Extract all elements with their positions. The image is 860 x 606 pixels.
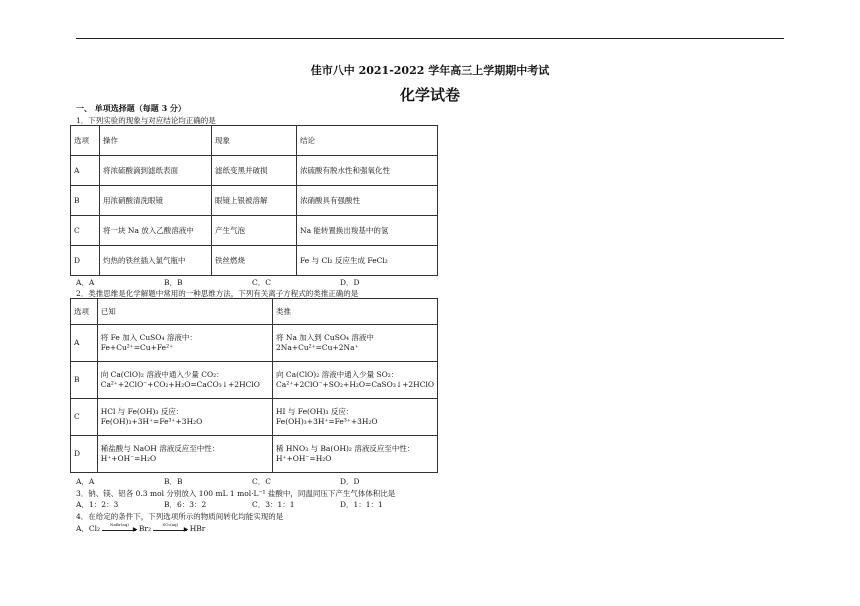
q4-stem: 4．在给定的条件下，下列选项所示的物质间转化均能实现的是 (76, 512, 284, 521)
analog-line-2: Ca²⁺+2ClO⁻+SO₂+H₂O=CaSO₃↓+2HClO (276, 380, 434, 389)
table-row (71, 325, 438, 362)
table-row (71, 399, 438, 436)
cell-phenomenon: 铁丝燃烧 (212, 246, 297, 276)
q4-a-end: HBr (189, 524, 206, 533)
choice-d[interactable]: D．D (340, 477, 360, 486)
choice-a[interactable]: A．A (76, 477, 95, 486)
cell-analog (273, 362, 438, 399)
subject-title: 化学试卷 (399, 86, 460, 104)
col-header: 类推 (273, 299, 438, 325)
cell-known (97, 399, 272, 436)
cell-option: D (71, 246, 100, 276)
cell-phenomenon: 滤纸变黑并破损 (212, 156, 297, 186)
table-row (71, 362, 438, 399)
header-rule (76, 38, 784, 39)
choice-b[interactable]: B．B (164, 278, 183, 287)
col-header: 已知 (97, 299, 272, 325)
choice-b[interactable]: B．B (164, 477, 183, 486)
reaction-arrow-icon: SO₂(aq) ▶ (153, 525, 187, 533)
cell-option: A (71, 156, 100, 186)
cell-operation: 灼热的铁丝插入氯气瓶中 (100, 246, 212, 276)
choice-c[interactable]: C．C (252, 278, 271, 287)
cell-option: C (71, 399, 98, 436)
cell-phenomenon: 眼镜上银被溶解 (212, 186, 297, 216)
table-row (71, 216, 438, 246)
section-heading: 一、 单项选择题（每题 3 分） (76, 103, 186, 113)
cell-analog (273, 399, 438, 436)
choice-a[interactable]: A．A (76, 278, 95, 287)
choice-a[interactable]: A．1：2：3 (76, 500, 119, 509)
known-line-1: 稀盐酸与 NaOH 溶液反应至中性： (100, 444, 220, 453)
choice-c[interactable]: C．C (252, 477, 271, 486)
exam-title: 佳市八中 2021-2022 学年高三上学期期中考试 (310, 64, 550, 77)
col-header: 结论 (297, 126, 438, 156)
cell-known (97, 325, 272, 362)
cell-conclusion: Fe 与 Cl₂ 反应生成 FeCl₂ (297, 246, 438, 276)
table-header-row (71, 126, 438, 156)
choice-d[interactable]: D．1：1：1 (340, 500, 383, 509)
table-header-row (71, 299, 438, 325)
cell-analog (273, 325, 438, 362)
q1-table (70, 125, 438, 276)
cell-known (97, 362, 272, 399)
q2-stem: 2．类推思维是化学解题中常用的一种思维方法，下列有关离子方程式的类推正确的是 (76, 289, 359, 298)
col-header: 选项 (71, 126, 100, 156)
cell-analog (273, 436, 438, 473)
cell-conclusion: 浓硝酸具有强酸性 (297, 186, 438, 216)
cell-option: C (71, 216, 100, 246)
cell-operation: 将浓硫酸滴到滤纸表面 (100, 156, 212, 186)
table-row (71, 436, 438, 473)
known-line-2: Ca²⁺+2ClO⁻+CO₂+H₂O=CaCO₃↓+2HClO (100, 380, 260, 389)
analog-line-1: 将 Na 加入到 CuSO₄ 溶液中 (276, 333, 374, 342)
cell-conclusion: 浓硫酸有脱水性和强氧化性 (297, 156, 438, 186)
cell-conclusion: Na 能转置换出羧基中的氢 (297, 216, 438, 246)
table-row (71, 156, 438, 186)
col-header: 操作 (100, 126, 212, 156)
q2-table (70, 298, 438, 473)
known-line-2: Fe(OH)₃+3H⁺=Fe³⁺+3H₂O (100, 417, 203, 426)
col-header: 现象 (212, 126, 297, 156)
known-line-1: 将 Fe 加入 CuSO₄ 溶液中：Fe+Cu²⁺=Cu+Fe²⁺ (100, 333, 197, 352)
analog-line-2: H⁺+OH⁻=H₂O (276, 454, 332, 463)
q4-a-start: A．Cl₂ (76, 524, 101, 533)
cell-option: B (71, 362, 98, 399)
cell-operation: 将一块 Na 放入乙酸溶液中 (100, 216, 212, 246)
q4-a-middle: Br₂ (138, 524, 151, 533)
analog-line-1: 稀 HNO₃ 与 Ba(OH)₂ 溶液反应至中性： (276, 444, 415, 453)
analog-line-2: 2Na+Cu²⁺=Cu+2Na⁺ (276, 343, 359, 352)
choice-c[interactable]: C．3：1：1 (252, 500, 295, 509)
known-line-1: 向 Ca(ClO)₂ 溶液中通入少量 CO₂： (100, 370, 224, 379)
analog-line-2: Fe(OH)₃+3H⁺=Fe³⁺+3H₂O (276, 417, 378, 426)
known-line-1: HCl 与 Fe(OH)₃ 反应： (100, 407, 184, 416)
table-row (71, 186, 438, 216)
analog-line-1: 向 Ca(ClO)₂ 溶液中通入少量 SO₂： (276, 370, 399, 379)
analog-line-1: HI 与 Fe(OH)₃ 反应： (276, 407, 354, 416)
cell-phenomenon: 产生气泡 (212, 216, 297, 246)
arrow-condition: NaBr(aq) (110, 522, 129, 527)
cell-known (97, 436, 272, 473)
cell-option: B (71, 186, 100, 216)
cell-operation: 用浓硝酸清洗眼镜 (100, 186, 212, 216)
cell-option: D (71, 436, 98, 473)
choice-b[interactable]: B．6：3：2 (164, 500, 207, 509)
arrow-condition: SO₂(aq) (162, 522, 179, 527)
choice-d[interactable]: D．D (340, 278, 360, 287)
q3-stem: 3．钠、镁、铝各 0.3 mol 分别放入 100 mL 1 mol·L⁻¹ 盐酸中，同温同压下产生气体体积比是 (76, 489, 396, 498)
col-header: 选项 (71, 299, 98, 325)
q4-option-a[interactable] (76, 523, 205, 534)
q1-stem: 1．下列实验的现象与对应结论均正确的是 (76, 116, 216, 125)
reaction-arrow-icon: NaBr(aq) ▶ (102, 525, 136, 533)
table-row (71, 246, 438, 276)
cell-option: A (71, 325, 98, 362)
known-line-2: H⁺+OH⁻=H₂O (100, 454, 157, 463)
